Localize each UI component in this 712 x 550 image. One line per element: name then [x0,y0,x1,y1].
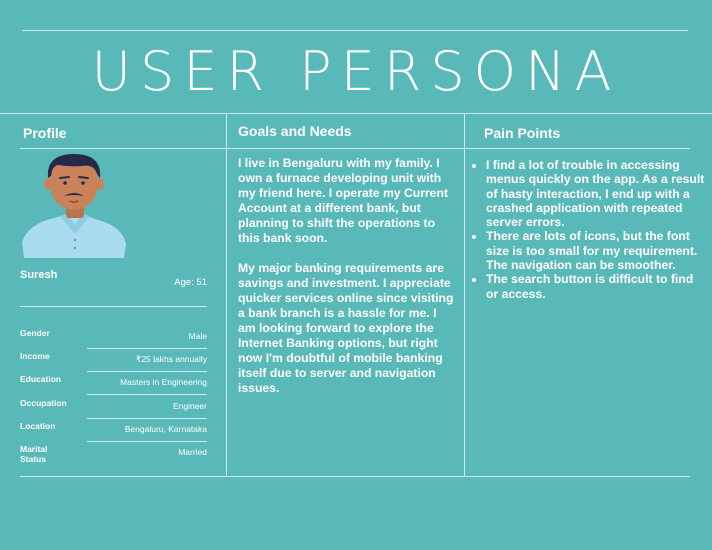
detail-row-gender [20,326,207,349]
persona-age: Age: 51 [174,277,207,288]
header-top-rule [0,113,712,114]
detail-row-occupation [20,396,207,419]
detail-row-income [20,349,207,372]
top-rule [22,30,688,31]
row-divider [87,394,207,395]
detail-value: Married [178,447,207,457]
persona-name: Suresh [20,269,58,281]
goals-paragraph: I live in Bengaluru with my family. I own a furnace developing unit with my friend here. I operate my Current Account at a different bank, but planning to shift the operations to this bank soon. [238,156,448,245]
pain-point-item: • The search button is difficult to find or access. [486,272,706,301]
detail-label: Income [20,351,50,361]
detail-row-marital-status [20,442,207,465]
detail-row-location [20,419,207,442]
page-title: USER PERSONA [91,40,621,103]
detail-label: Location [20,421,56,431]
goals-paragraph: My major banking requirements are savings and investment. I appreciate quicker services online since visiting a bank branch is a hassle for me. I am looking forward to explore the Internet Banking options, but right now I'm doubtful of mobile banking itself due to server and navigation issues. [238,261,454,395]
pain-point-item: • I find a lot of trouble in accessing menus quickly on the app. As a result of hasty interaction, I end up with a crashed application with repeated server errors. [486,158,706,229]
pain-points-list [471,158,706,301]
detail-value: Bengaluru, Karnataka [124,424,207,434]
detail-label: Marital Status [20,444,48,464]
detail-label: Gender [20,328,50,338]
bottom-rule [20,476,690,477]
pain-points-header: Pain Points [484,125,561,141]
detail-value: Masters in Engineering [120,377,207,387]
detail-label: Occupation [20,398,67,408]
avatar [20,152,128,258]
column-divider-1 [226,113,227,476]
detail-value: ₹25 lakhs annually [135,354,207,364]
detail-label: Education [20,374,62,384]
shirt-shape [22,214,126,258]
goals-text [238,156,454,411]
goals-header: Goals and Needs [238,123,352,139]
detail-row-education [20,372,207,395]
profile-divider [20,306,207,307]
profile-header: Profile [23,125,67,141]
header-bottom-rule [20,148,690,149]
detail-value: Engineer [172,401,207,411]
pain-point-item: • There are lots of icons, but the font size is too small for my requirement. The navigation can be smoother. [486,229,706,272]
column-divider-2 [464,113,465,476]
detail-value: Male [188,331,207,341]
